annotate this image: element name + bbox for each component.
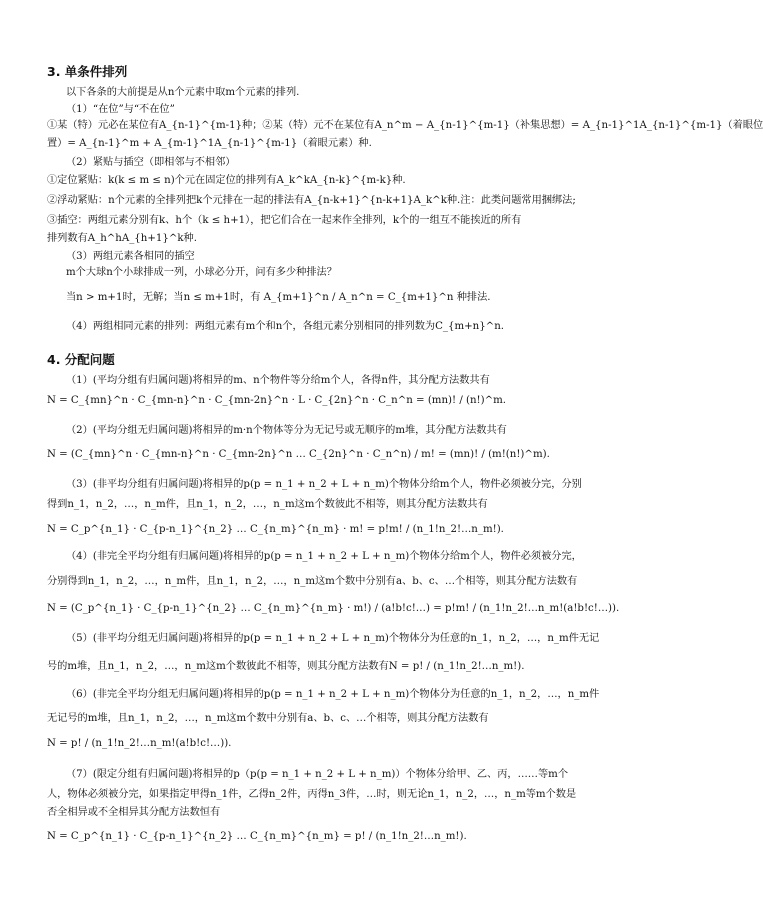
allocation-case-5-line-2: 号的m堆，且n_1，n_2，…，n_m这m个数彼此不相等，则其分配方法数有N = p! / (n_1!n_2!…n_m!). [47,661,525,672]
permutation-case-4-line: （4）两组相同元素的排列：两组元素有m个和n个，各组元素分别相同的排列数为C_{m+n}^n. [66,321,505,332]
permutation-case-2-heading: （2）紧贴与插空（即相邻与不相邻） [66,157,236,168]
allocation-case-3-formula: N = C_p^{n_1} · C_{p-n_1}^{n_2} … C_{n_m}^{n_m} · m! = p!m! / (n_1!n_2!…n_m!). [47,524,504,535]
allocation-case-3-line-2: 得到n_1，n_2，…，n_m件，且n_1，n_2，…，n_m这m个数彼此不相等，则其分配方法数共有 [47,499,488,510]
permutation-case-2-line-4: 排列数有A_h^hA_{h+1}^k种. [47,233,197,244]
allocation-case-2-formula: N = (C_{mn}^n · C_{mn-n}^n · C_{mn-2n}^n … C_{2n}^n · C_n^n) / m! = (mn)! / (m!(n!)^m). [47,449,550,460]
permutation-case-1-line-2: 置）= A_{n-1}^m + A_{m-1}^1A_{n-1}^{m-1}（着眼元素）种. [47,138,372,149]
section-heading-allocation-problems: 4. 分配问题 [47,352,115,367]
allocation-case-7-line-1: （7）(限定分组有归属问题)将相异的p（p(p = n_1 + n_2 + L + n_m)）个物体分给甲、乙、丙，……等m个 [66,769,569,780]
permutation-case-1-heading: （1）“在位”与“不在位” [66,104,175,115]
permutation-case-2-line-1: ①定位紧贴：k(k ≤ m ≤ n)个元在固定位的排列有A_k^kA_{n-k}^{m-k}种. [47,175,406,186]
allocation-case-2-line: （2）(平均分组无归属问题)将相异的m·n个物体等分为无记号或无顺序的m堆，其分配方法数共有 [66,425,507,436]
allocation-case-4-line-2: 分别得到n_1，n_2，…，n_m件，且n_1，n_2，…，n_m这m个数中分别有a、b、c、…个相等，则其分配方法数有 [47,576,578,587]
section-heading-single-condition-permutation: 3. 单条件排列 [47,64,128,79]
allocation-case-4-line-1: （4）(非完全平均分组有归属问题)将相异的p(p = n_1 + n_2 + L + n_m)个物体分给m个人，物件必须被分完， [66,551,582,562]
allocation-case-1-formula: N = C_{mn}^n · C_{mn-n}^n · C_{mn-2n}^n · L · C_{2n}^n · C_n^n = (mn)! / (n!)^m. [47,395,507,406]
permutation-case-3-line-1: m个大球n个小球排成一列，小球必分开，问有多少种排法？ [66,267,337,278]
permutation-case-2-line-3: ③插空：两组元素分别有k、h个（k ≤ h+1），把它们合在一起来作全排列，k个的一组互不能挨近的所有 [47,215,522,226]
permutation-case-3-heading: （3）两组元素各相同的插空 [66,251,195,262]
permutation-case-3-line-2: 当n > m+1时，无解；当n ≤ m+1时，有 A_{m+1}^n / A_n^n = C_{m+1}^n 种排法. [66,292,491,303]
permutation-intro: 以下各条的大前提是从n个元素中取m个元素的排列. [66,87,300,98]
allocation-case-4-formula: N = (C_p^{n_1} · C_{p-n_1}^{n_2} … C_{n_m}^{n_m} · m!) / (a!b!c!…) = p!m! / (n_1!n_2!…n_m!(a!b!c!…)). [47,603,620,614]
permutation-case-2-line-2: ②浮动紧贴：n个元素的全排列把k个元排在一起的排法有A_{n-k+1}^{n-k+1}A_k^k种.注：此类问题常用捆绑法; [47,195,576,206]
allocation-case-3-line-1: （3）(非平均分组有归属问题)将相异的p(p = n_1 + n_2 + L + n_m)个物体分给m个人，物件必须被分完，分别 [66,479,582,490]
allocation-case-1-line: （1）(平均分组有归属问题)将相异的m、n个物件等分给m个人，各得n件，其分配方法数共有 [66,375,490,386]
allocation-case-6-line-2: 无记号的m堆，且n_1，n_2，…，n_m这m个数中分别有a、b、c、…个相等，则其分配方法数有 [47,713,489,724]
allocation-case-7-line-3: 否全相异或不全相异其分配方法数恒有 [47,807,221,818]
allocation-case-5-line-1: （5）(非平均分组无归属问题)将相异的p(p = n_1 + n_2 + L + n_m)个物体分为任意的n_1，n_2，…，n_m件无记 [66,633,600,644]
allocation-case-7-formula: N = C_p^{n_1} · C_{p-n_1}^{n_2} … C_{n_m}^{n_m} = p! / (n_1!n_2!…n_m!). [47,831,467,842]
allocation-case-6-line-1: （6）(非完全平均分组无归属问题)将相异的p(p = n_1 + n_2 + L + n_m)个物体分为任意的n_1，n_2，…，n_m件 [66,689,600,700]
allocation-case-6-formula: N = p! / (n_1!n_2!…n_m!(a!b!c!…)). [47,738,232,749]
permutation-case-1-line-1: ①某（特）元必在某位有A_{n-1}^{m-1}种；②某（特）元不在某位有A_n^m − A_{n-1}^{m-1}（补集思想）= A_{n-1}^1A_{n-1}^{m-1}（着眼位 [47,120,763,131]
allocation-case-7-line-2: 人，物体必须被分完，如果指定甲得n_1件，乙得n_2件，丙得n_3件，…时，则无论n_1，n_2，…，n_m等m个数是 [47,789,577,800]
